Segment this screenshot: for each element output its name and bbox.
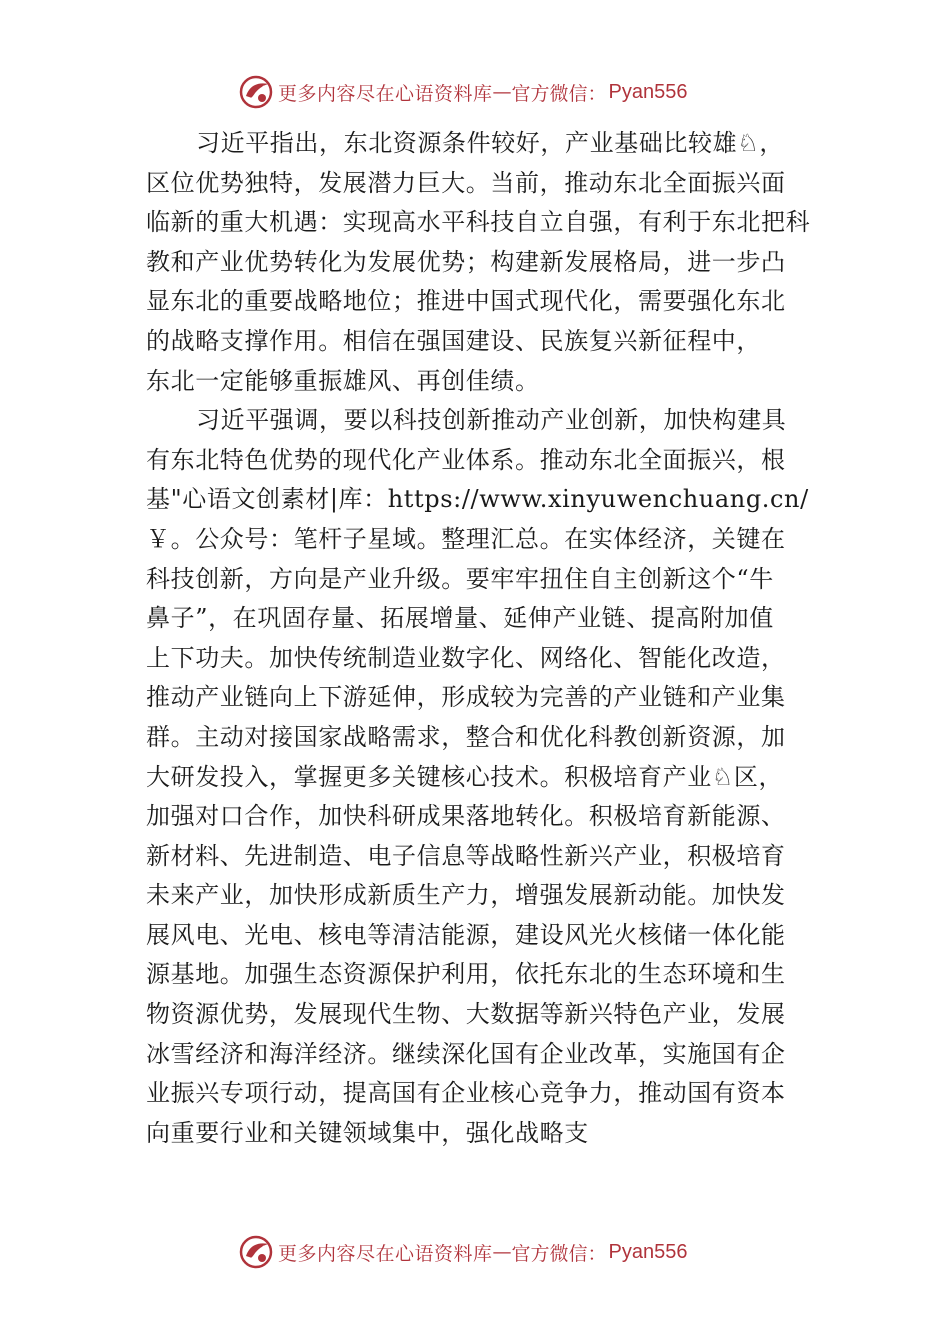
header-banner bbox=[238, 72, 738, 112]
paragraph-first-line: 习近平指出，东北资源条件较好，产业基础比较雄♘， bbox=[196, 129, 784, 157]
header-wechat-id: Pyan556 bbox=[608, 80, 688, 103]
text-line: 东北一定能够重振雄风、再创佳绩。 bbox=[146, 366, 540, 395]
text-line: 业振兴专项行动，提高国有企业核心竞争力，推动国有资本 bbox=[146, 1079, 786, 1108]
text-line: 有东北特色优势的现代化产业体系。推动东北全面振兴，根 bbox=[146, 445, 786, 474]
text-line: ￥。公众号：笔杆子星域。整理汇总。在实体经济，关键在 bbox=[146, 524, 786, 553]
text-line: 上下功夫。加快传统制造业数字化、网络化、智能化改造， bbox=[146, 643, 786, 672]
text-line: 基"心语文创素材|库：https://www.xinyuwenchuang.cn/ bbox=[146, 485, 809, 514]
text-line: 加强对口合作，加快科研成果落地转化。积极培育新能源、 bbox=[146, 802, 786, 831]
text-line: 大研发投入，掌握更多关键核心技术。积极培育产业♘区， bbox=[146, 762, 784, 791]
text-line: 未来产业，加快形成新质生产力，增强发展新动能。加快发 bbox=[146, 881, 786, 910]
text-line: 科技创新，方向是产业升级。要牢牢扭住自主创新这个“牛 bbox=[146, 564, 774, 593]
footer-brand-text: 更多内容尽在心语资料库 bbox=[278, 1242, 493, 1265]
brand-logo-icon bbox=[238, 1234, 274, 1270]
header-wechat-label: 官方微信： bbox=[511, 82, 607, 105]
text-line: 的战略支撑作用。相信在强国建设、民族复兴新征程中， bbox=[146, 326, 761, 355]
footer-banner bbox=[238, 1232, 738, 1272]
text-line: 教和产业优势转化为发展优势；构建新发展格局，进一步凸 bbox=[146, 247, 786, 276]
footer-wechat-id: Pyan556 bbox=[608, 1240, 688, 1263]
text-line: 显东北的重要战略地位；推进中国式现代化，需要强化东北 bbox=[146, 287, 786, 316]
text-line: 物资源优势，发展现代生物、大数据等新兴特色产业，发展 bbox=[146, 1000, 786, 1029]
text-line: 推动产业链向上下游延伸，形成较为完善的产业链和产业集 bbox=[146, 683, 786, 712]
footer-wechat-label: 官方微信： bbox=[511, 1242, 607, 1265]
document-body bbox=[146, 124, 826, 1153]
header-dash: — bbox=[492, 81, 512, 103]
footer-dash: — bbox=[492, 1241, 512, 1263]
text-line: 源基地。加强生态资源保护利用，依托东北的生态环境和生 bbox=[146, 960, 786, 989]
text-line: 群。主动对接国家战略需求，整合和优化科教创新资源，加 bbox=[146, 722, 786, 751]
text-line: 鼻子”，在巩固存量、拓展增量、延伸产业链、提高附加值 bbox=[146, 604, 774, 633]
text-line: 临新的重大机遇：实现高水平科技自立自强，有利于东北把科 bbox=[146, 208, 811, 237]
brand-logo-icon bbox=[238, 74, 274, 110]
paragraph-first-line: 习近平强调，要以科技创新推动产业创新，加快构建具 bbox=[196, 406, 787, 435]
header-brand-text: 更多内容尽在心语资料库 bbox=[278, 82, 493, 105]
text-line: 向重要行业和关键领域集中，强化战略支 bbox=[146, 1118, 589, 1147]
text-line: 区位优势独特，发展潜力巨大。当前，推动东北全面振兴面 bbox=[146, 168, 786, 197]
text-line: 冰雪经济和海洋经济。继续深化国有企业改革，实施国有企 bbox=[146, 1039, 786, 1068]
text-line: 展风电、光电、核电等清洁能源，建设风光火核储一体化能 bbox=[146, 920, 786, 949]
text-line: 新材料、先进制造、电子信息等战略性新兴产业，积极培育 bbox=[146, 841, 786, 870]
